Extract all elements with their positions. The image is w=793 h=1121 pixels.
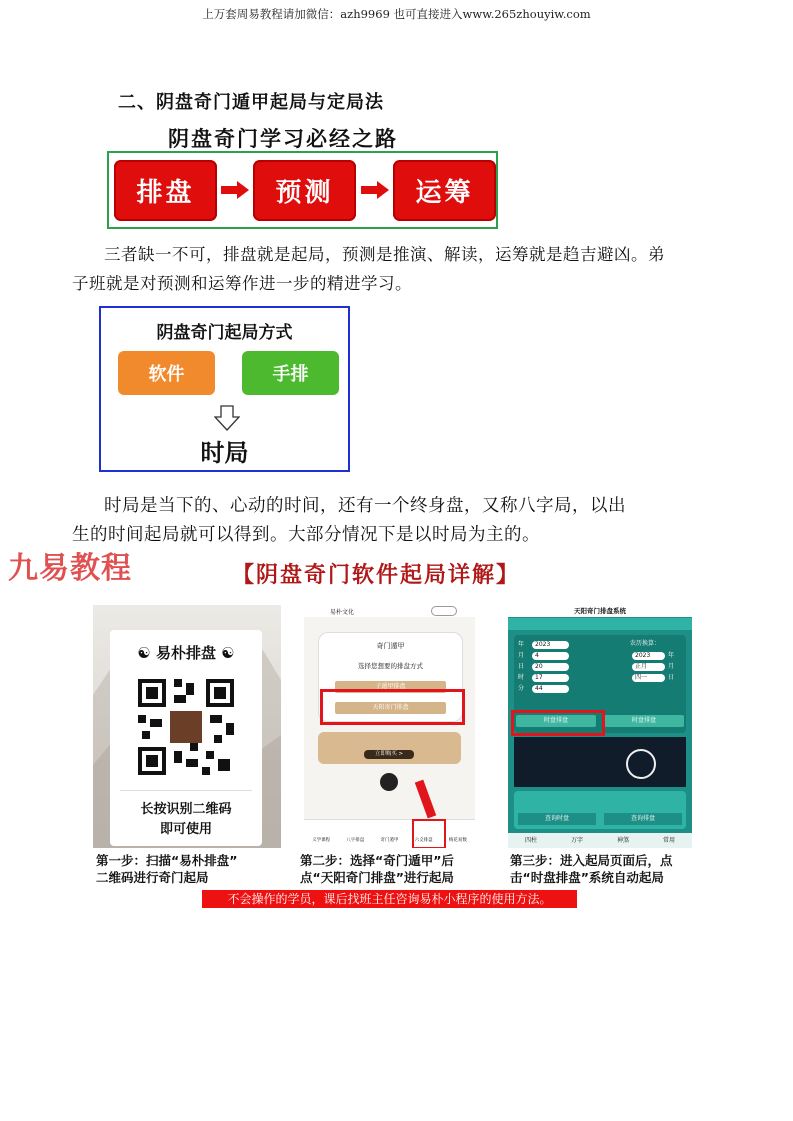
path-title: 阴盘奇门学习必经之路 bbox=[168, 126, 398, 151]
lunar-field-row bbox=[632, 672, 674, 682]
date-field-row bbox=[518, 650, 569, 660]
tab-wanzi[interactable]: 万字 bbox=[570, 837, 583, 844]
date-field-row bbox=[518, 683, 569, 693]
manual-method: 手排 bbox=[242, 351, 339, 395]
ad-button[interactable]: 立即购买 > bbox=[364, 750, 414, 759]
divider bbox=[120, 790, 252, 791]
date-field-row bbox=[518, 661, 569, 671]
qr-instructions bbox=[110, 800, 262, 840]
option-button-1[interactable]: 子遁甲排盘 bbox=[335, 681, 446, 693]
bottom-tab-bar bbox=[304, 819, 475, 848]
step-1-line-2: 二维码进行奇门起局 bbox=[96, 870, 209, 885]
date-field-row bbox=[518, 639, 569, 649]
query-button-1[interactable]: 查询时盘 bbox=[518, 813, 596, 825]
date-field-input[interactable]: 4 bbox=[532, 652, 569, 660]
lunar-field-input[interactable]: 四一 bbox=[632, 674, 665, 682]
tab-item-4[interactable]: 六爻排盘 bbox=[414, 838, 433, 843]
lunar-field-row bbox=[632, 661, 674, 671]
shipan-button[interactable]: 时盘排盘 bbox=[516, 715, 596, 727]
flow-step-yuce: 预测 bbox=[253, 160, 356, 221]
qr-code-icon[interactable] bbox=[134, 675, 238, 779]
tab-shensha[interactable]: 神煞 bbox=[616, 837, 629, 844]
highlight-box bbox=[320, 689, 465, 725]
ok-button[interactable]: 时盘排盘 bbox=[604, 715, 684, 727]
date-field-label: 分 bbox=[518, 685, 525, 692]
flow-step-paipan: 排盘 bbox=[114, 160, 217, 221]
tab-item-2[interactable]: 八字排盘 bbox=[346, 838, 365, 843]
arrow-right-icon bbox=[221, 181, 249, 199]
step-3-line-2: 击“时盘排盘”系统自动起局 bbox=[510, 870, 664, 885]
detail-title: 【阴盘奇门软件起局详解】 bbox=[232, 562, 521, 588]
date-field-row bbox=[518, 672, 569, 682]
banner-image bbox=[514, 737, 686, 787]
paragraph-1-line-1: 三者缺一不可，排盘就是起局，预测是推演、解读，运筹就是趋吉避凶。弟 bbox=[104, 245, 665, 264]
lunar-field-unit: 月 bbox=[668, 663, 675, 670]
step-1-caption bbox=[96, 852, 237, 886]
date-field-input[interactable]: 44 bbox=[532, 685, 569, 693]
system-header: 天阳奇门排盘系统 bbox=[508, 605, 692, 617]
query-panel bbox=[514, 791, 686, 829]
section-title: 二、阴盘奇门遁甲起局与定局法 bbox=[118, 92, 384, 113]
qr-card bbox=[110, 630, 262, 846]
date-field-label: 日 bbox=[518, 663, 525, 670]
method-title: 阴盘奇门起局方式 bbox=[156, 323, 293, 343]
paragraph-2-line-1: 时局是当下的、心动的时间，还有一个终身盘，又称八字局，以出 bbox=[104, 496, 626, 516]
software-method: 软件 bbox=[118, 351, 215, 395]
watermark: 九易教程 bbox=[8, 551, 132, 586]
card-prompt: 选择您想要的排盘方式 bbox=[358, 662, 423, 670]
method-result: 时局 bbox=[200, 439, 249, 467]
qr-instruction-line-2: 即可使用 bbox=[159, 822, 212, 837]
app-name: 易朴文化 bbox=[330, 609, 355, 616]
date-field-input[interactable]: 20 bbox=[532, 663, 569, 671]
lunar-label: 农历换算： bbox=[629, 640, 660, 647]
capsule-button[interactable] bbox=[431, 606, 457, 616]
date-field-input[interactable]: 17 bbox=[532, 674, 569, 682]
notice-banner: 不会操作的学员，课后找班主任咨询易朴小程序的使用方法。 bbox=[202, 890, 577, 908]
tab-highlight-box bbox=[412, 819, 446, 848]
flow-diagram bbox=[107, 151, 498, 229]
step-2-caption bbox=[300, 852, 454, 886]
lunar-field-input[interactable]: 正月 bbox=[632, 663, 665, 671]
screenshot-tianyang bbox=[508, 605, 692, 848]
header-note: 上万套周易教程请加微信：azh9969 也可直接进入www.265zhouyiw.com bbox=[202, 7, 591, 21]
qr-instruction-line-1: 长按识别二维码 bbox=[140, 802, 232, 817]
tab-item-3[interactable]: 奇门遁甲 bbox=[380, 838, 399, 843]
step-2-line-2: 点“天阳奇门排盘”进行起局 bbox=[300, 870, 454, 885]
highlight-box bbox=[511, 710, 605, 736]
lunar-field-unit: 日 bbox=[668, 674, 675, 681]
query-button-2[interactable]: 查询排盘 bbox=[604, 813, 682, 825]
tab-item-1[interactable]: 义学课程 bbox=[312, 838, 331, 843]
tab-item-5[interactable]: 梅花易数 bbox=[448, 838, 467, 843]
yin-yang-icon: ☯ bbox=[137, 644, 156, 662]
flow-step-yunchou: 运筹 bbox=[393, 160, 496, 221]
step-3-line-1: 第三步：进入起局页面后，点 bbox=[510, 853, 673, 868]
app-header bbox=[304, 605, 475, 617]
system-subheader bbox=[508, 618, 692, 630]
paragraph-1-line-2: 子班就是对预测和运筹作进一步的精进学习。 bbox=[72, 274, 412, 293]
date-field-input[interactable]: 2023 bbox=[532, 641, 569, 649]
qr-card-title-row bbox=[110, 642, 262, 663]
qr-card-title: 易朴排盘 bbox=[155, 644, 216, 662]
tab-bar bbox=[508, 833, 692, 848]
date-field-label: 年 bbox=[518, 641, 525, 648]
pointer-arrow-icon bbox=[415, 780, 436, 819]
method-diagram bbox=[99, 306, 350, 472]
lunar-field-input[interactable]: 2023 bbox=[632, 652, 665, 660]
yin-yang-icon: ☯ bbox=[216, 644, 235, 662]
lunar-field-row bbox=[632, 650, 674, 660]
date-field-label: 时 bbox=[518, 674, 525, 681]
step-1-line-1: 第一步：扫描“易朴排盘” bbox=[96, 853, 238, 868]
ad-banner bbox=[318, 732, 461, 764]
arrow-right-icon bbox=[361, 181, 389, 199]
screenshot-qr bbox=[93, 605, 281, 848]
option-button-tianyang[interactable]: 天阳奇门排盘 bbox=[335, 702, 446, 714]
step-2-line-1: 第二步：选择“奇门遁甲”后 bbox=[300, 853, 454, 868]
lunar-field-unit: 年 bbox=[668, 652, 675, 659]
tab-sizhu[interactable]: 四柱 bbox=[524, 837, 537, 844]
step-3-caption bbox=[510, 852, 673, 886]
screenshot-app-select bbox=[304, 605, 475, 848]
date-field-label: 月 bbox=[518, 652, 525, 659]
tab-changyong[interactable]: 常用 bbox=[662, 837, 675, 844]
arrow-down-icon bbox=[214, 405, 240, 431]
yin-yang-icon bbox=[380, 773, 398, 791]
yin-yang-icon bbox=[626, 749, 656, 779]
card-title: 奇门遁甲 bbox=[376, 642, 405, 650]
paragraph-2-line-2: 生的时间起局就可以得到。大部分情况下是以时局为主的。 bbox=[72, 525, 540, 545]
